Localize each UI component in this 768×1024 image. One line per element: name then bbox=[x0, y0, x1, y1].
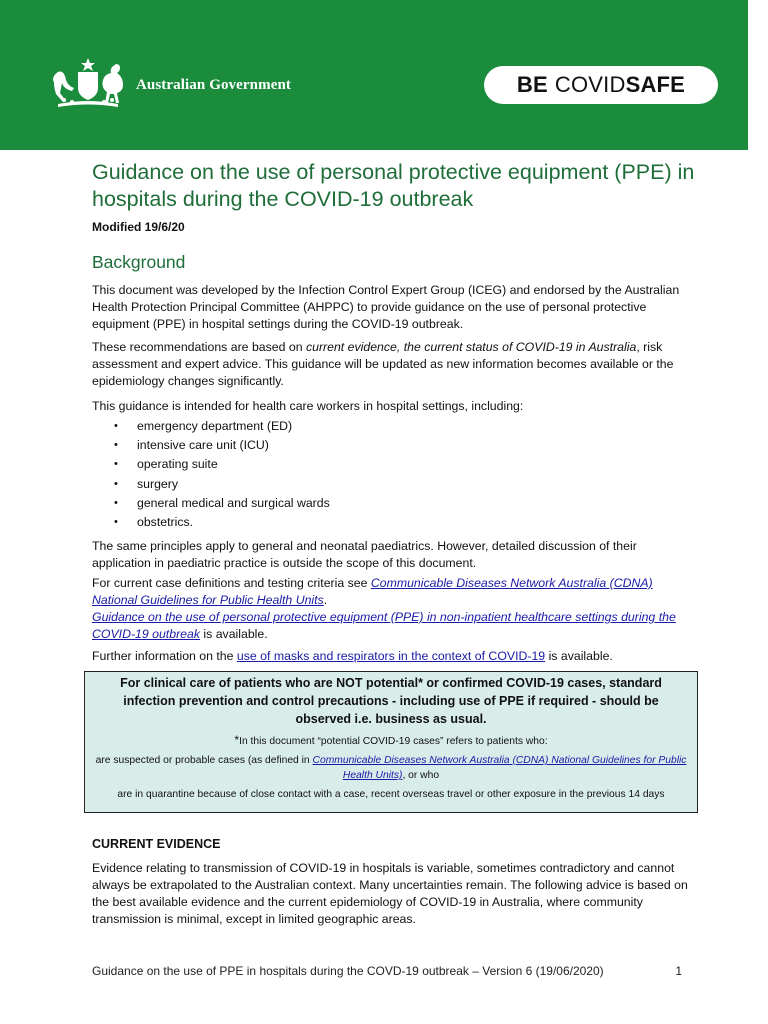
non-inpatient-guidance-link[interactable]: Guidance on the use of personal protective equipment (PPE) in non-inpatient healthcare settings during the COVID-19 outbreak bbox=[92, 610, 676, 641]
recommendations-text-1: These recommendations are based on bbox=[92, 340, 306, 354]
modified-date: Modified 19/6/20 bbox=[92, 220, 185, 234]
masks-paragraph bbox=[92, 648, 692, 665]
campaign-be: BE bbox=[516, 72, 548, 97]
case-definitions-end: . bbox=[323, 593, 328, 607]
settings-list bbox=[92, 418, 330, 533]
recommendations-paragraph bbox=[92, 339, 692, 390]
footer-text: Guidance on the use of PPE in hospitals during the COVD-19 outbreak – Version 6 (19/06/2020) bbox=[92, 964, 604, 978]
list-item: • intensive care unit (ICU) bbox=[92, 437, 330, 456]
case-definitions-text: For current case definitions and testing criteria see bbox=[92, 576, 371, 590]
list-item: • general medical and surgical wards bbox=[92, 495, 330, 514]
masks-end: is available. bbox=[545, 649, 613, 663]
government-name: Australian Government bbox=[136, 77, 292, 93]
list-item: • obstetrics. bbox=[92, 514, 330, 533]
evidence-paragraph: Evidence relating to transmission of COVID-19 in hospitals is variable, sometimes contradictory and cannot always be extrapolated to the Australian context. Many uncertainties remain. The following advice is based on the best available evidence and the current epidemiology of COVID-19 in Australia, where community transmission is minimal, except in limited geographic areas. bbox=[92, 861, 688, 926]
page-margin bbox=[748, 0, 768, 1024]
callout-suspected bbox=[95, 753, 687, 783]
asterisk: * bbox=[234, 733, 240, 747]
suspected-text: are suspected or probable cases (as defined in bbox=[95, 755, 313, 766]
coat-of-arms-icon bbox=[44, 54, 132, 114]
callout-definition bbox=[95, 733, 687, 749]
page-footer bbox=[92, 964, 682, 978]
list-item: • emergency department (ED) bbox=[92, 418, 330, 437]
non-inpatient-end: is available. bbox=[200, 627, 268, 641]
header-banner bbox=[0, 0, 748, 150]
campaign-covid: COVID bbox=[554, 72, 626, 97]
recommendations-text-2: , risk assessment and expert advice. This guidance will be updated as new information becomes available or the epidemiology changes significantly. bbox=[92, 340, 674, 388]
masks-respirators-link[interactable]: use of masks and respirators in the context of COVID-19 bbox=[236, 649, 546, 663]
page-number: 1 bbox=[675, 964, 682, 978]
current-evidence-heading: CURRENT EVIDENCE bbox=[92, 837, 221, 851]
audience-paragraph: This guidance is intended for health care workers in hospital settings, including: bbox=[92, 399, 524, 413]
list-item: • surgery bbox=[92, 476, 330, 495]
page-title: Guidance on the use of personal protective equipment (PPE) in hospitals during the COVID-19 outbreak bbox=[92, 160, 695, 211]
list-item: • operating suite bbox=[92, 456, 330, 475]
callout-quarantine: are in quarantine because of close contact with a case, recent overseas travel or other exposure in the previous 14 days bbox=[117, 789, 665, 800]
suspected-end: , or who bbox=[402, 770, 440, 781]
definition-text: In this document “potential COVID-19 cases” refers to patients who: bbox=[239, 736, 548, 747]
callout-statement: For clinical care of patients who are NOT potential* or confirmed COVID-19 cases, standard infection prevention and control precautions - including use of PPE if required - should be observed i.e. business as usual. bbox=[120, 676, 662, 726]
case-definitions-paragraph bbox=[92, 575, 692, 609]
non-inpatient-paragraph bbox=[92, 609, 692, 643]
be-covidsafe-badge bbox=[484, 66, 718, 104]
paediatrics-paragraph: The same principles apply to general and neonatal paediatrics. However, detailed discussion of their application in paediatric practice is outside the scope of this document. bbox=[92, 539, 637, 570]
background-heading: Background bbox=[92, 252, 186, 272]
intro-paragraph: This document was developed by the Infection Control Expert Group (ICEG) and endorsed by the Australian Health Protection Principal Committee (AHPPC) to provide guidance on the use of personal protective equipment (PPE) in hospital settings during the COVID-19 outbreak. bbox=[92, 283, 680, 331]
cdna-guidelines-link[interactable]: Communicable Diseases Network Australia (CDNA) National Guidelines for Public Health Units bbox=[92, 576, 653, 607]
masks-text: Further information on the bbox=[92, 649, 237, 663]
campaign-safe: SAFE bbox=[625, 72, 686, 97]
cdna-callout-link[interactable]: Communicable Diseases Network Australia (CDNA) National Guidelines for Public Health Units) bbox=[312, 755, 687, 781]
clinical-care-callout bbox=[84, 671, 698, 813]
recommendations-italic: current evidence, the current status of COVID-19 in Australia bbox=[305, 340, 637, 354]
